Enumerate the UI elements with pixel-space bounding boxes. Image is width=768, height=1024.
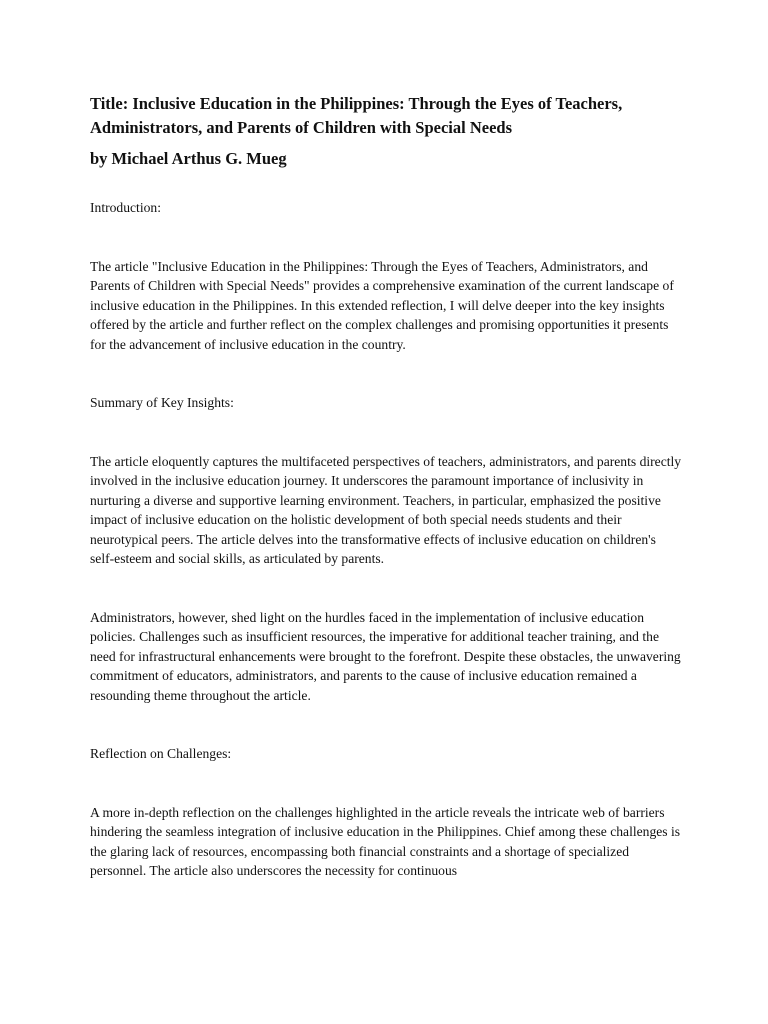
- paragraph-summary-2: Administrators, however, shed light on the hurdles faced in the implementation of inclusive education policies. Challenges such as insufficient resources, the imperative for additional teacher training, and the need for infrastructural enhancements were brought to the forefront. Despite these obstacles, the unwavering commitment of educators, administrators, and parents to the cause of inclusive education remained a resounding theme throughout the article.: [90, 609, 681, 703]
- document-page: [90, 92, 682, 881]
- section-heading-introduction: Introduction:: [90, 200, 161, 215]
- section-heading-summary: Summary of Key Insights:: [90, 395, 234, 410]
- document-byline: by Michael Arthus G. Mueg: [90, 149, 287, 168]
- paragraph-introduction: The article "Inclusive Education in the Philippines: Through the Eyes of Teachers, Administrators, and Parents of Children with Special Needs" provides a comprehensive examination of the current landscape of inclusive education in the Philippines. In this extended reflection, I will delve deeper into the key insights offered by the article and further reflect on the complex challenges and promising opportunities it presents for the advancement of inclusive education in the country.: [90, 258, 674, 352]
- paragraph-summary-1: The article eloquently captures the multifaceted perspectives of teachers, administrators, and parents directly involved in the inclusive education journey. It underscores the paramount importance of inclusivity in nurturing a diverse and supportive learning environment. Teachers, in particular, emphasized the positive impact of inclusive education on the holistic development of both special needs students and their neurotypical peers. The article delves into the transformative effects of inclusive education on children's self-esteem and social skills, as articulated by parents.: [90, 453, 682, 566]
- paragraph-reflection-1: A more in-depth reflection on the challenges highlighted in the article reveals the intricate web of barriers hindering the seamless integration of inclusive education in the Philippines. Chief among these challenges is the glaring lack of resources, encompassing both financial constraints and a shortage of specialized personnel. The article also underscores the necessity for continuous: [90, 804, 681, 878]
- section-heading-reflection: Reflection on Challenges:: [90, 746, 232, 761]
- document-title: Title: Inclusive Education in the Philippines: Through the Eyes of Teachers, Administrators, and Parents of Children with Special Needs: [90, 94, 623, 137]
